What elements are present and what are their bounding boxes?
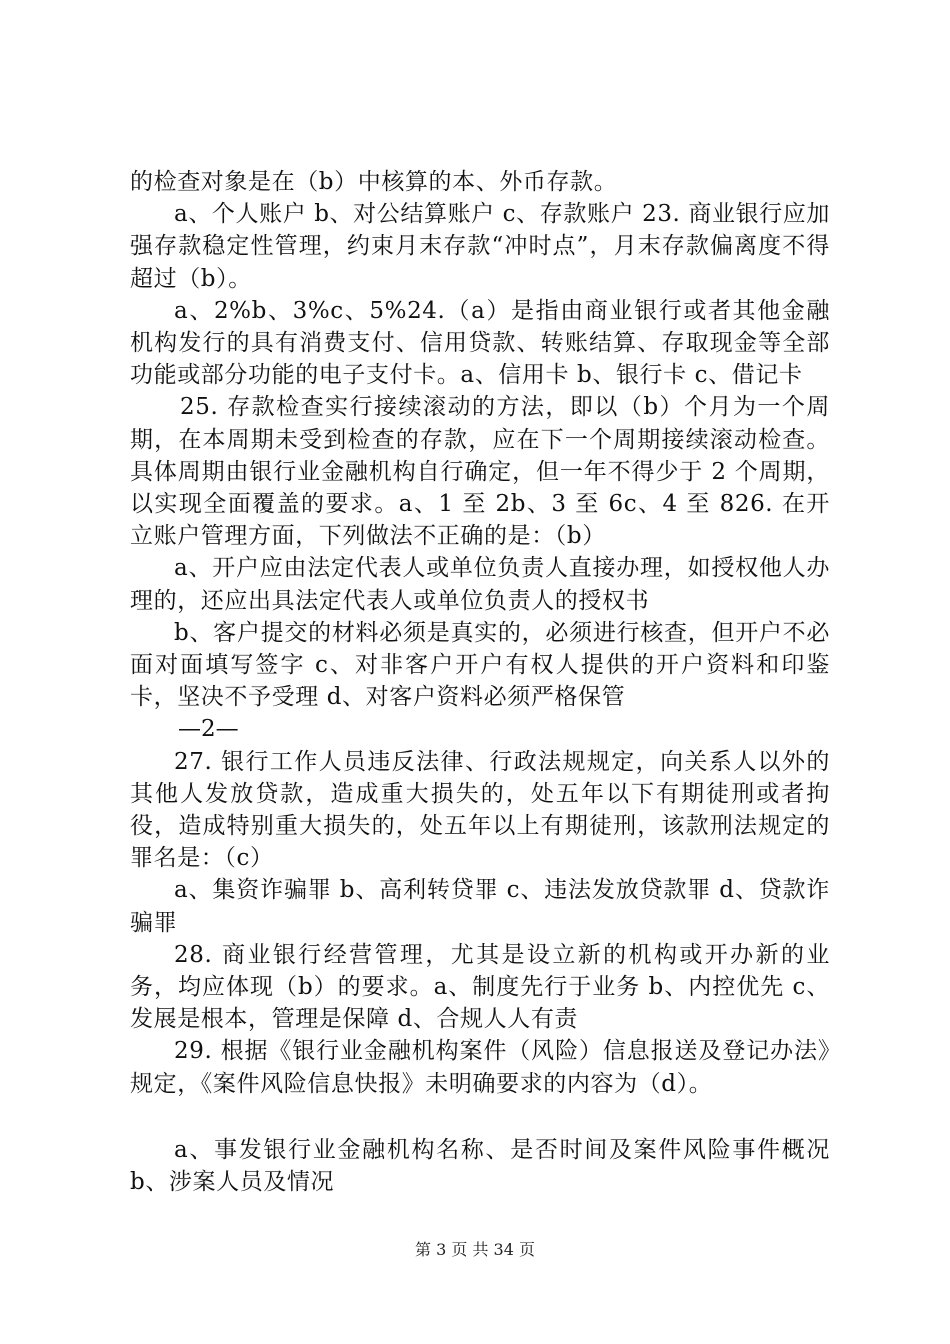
document-body [130,166,830,1198]
paragraph-3: a、2%b、3%c、5%24.（a）是指由商业银行或者其他金融机构发行的具有消费支付、信用贷款、转账结算、存取现金等全部功能或部分功能的电子支付卡。a、信用卡 b、银行卡 c、借记卡 [130,297,830,389]
paragraph-10: 29. 根据《银行业金融机构案件（风险）信息报送及登记办法》规定，《案件风险信息快报》未明确要求的内容为（d）。 [130,1038,830,1097]
paragraph-gap [130,1100,830,1134]
inline-page-number: —2— [178,716,239,743]
paragraph-5: a、开户应由法定代表人或单位负责人直接办理，如授权他人办理的，还应出具法定代表人或单位负责人的授权书 [130,555,830,614]
paragraph-1: 的检查对象是在（b）中核算的本、外币存款。 [130,169,618,195]
paragraph-11: a、事发银行业金融机构名称、是否时间及案件风险事件概况 b、涉案人员及情况 [130,1136,830,1196]
paragraph-2: a、个人账户 b、对公结算账户 c、存款账户 23. 商业银行应加强存款稳定性管理，约束月末存款“冲时点”，月末存款偏离度不得超过（b）。 [130,201,830,292]
paragraph-7: 27. 银行工作人员违反法律、行政法规规定，向关系人以外的其他人发放贷款，造成重大损失的，处五年以下有期徒刑或者拘役，造成特别重大损失的，处五年以上有期徒刑，该款刑法规定的罪名是：（c） [130,748,830,872]
page-footer: 第 3 页 共 34 页 [415,1240,535,1259]
paragraph-8: a、集资诈骗罪 b、高利转贷罪 c、违法发放贷款罪 d、贷款诈骗罪 [130,877,830,936]
paragraph-9: 28. 商业银行经营管理，尤其是设立新的机构或开办新的业务，均应体现（b）的要求。a、制度先行于业务 b、内控优先 c、发展是根本，管理是保障 d、合规人人有责 [130,941,830,1033]
paragraph-6: b、客户提交的材料必须是真实的，必须进行核查，但开户不必面对面填写签字 c、对非客户开户有权人提供的开户资料和印鉴卡，坚决不予受理 d、对客户资料必须严格保管 [130,619,830,711]
paragraph-4: 25. 存款检查实行接续滚动的方法，即以（b）个月为一个周期，在本周期未受到检查的存款，应在下一个周期接续滚动检查。具体周期由银行业金融机构自行确定，但一年不得少于 2 个周期，以实现全面覆盖的要求。a、1 至 2b、3 至 6c、4 至 826. 在开立账户管理方面，下列做法不正确的是：（b） [130,394,830,550]
